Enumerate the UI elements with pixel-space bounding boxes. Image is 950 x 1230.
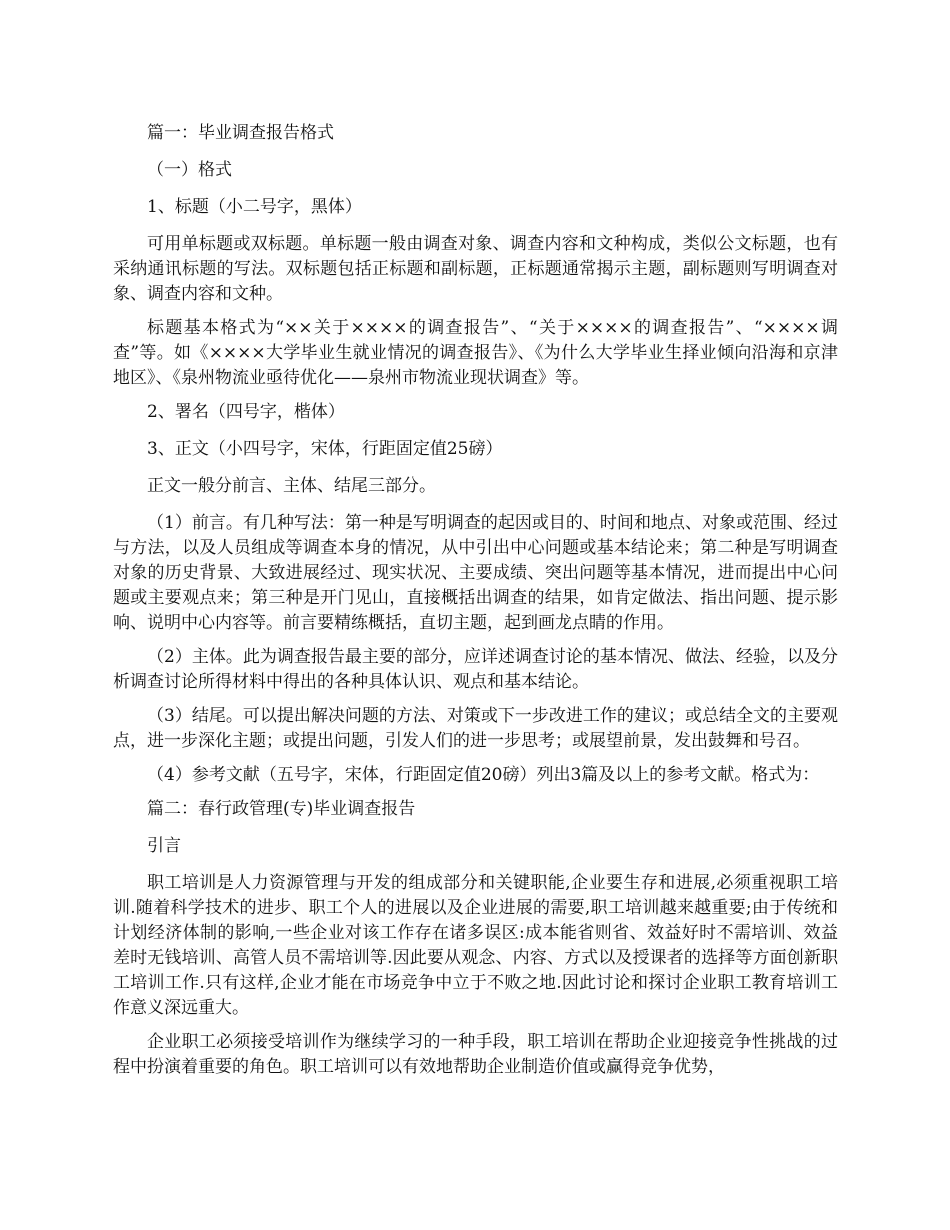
paragraph-preface: （1）前言。有几种写法：第一种是写明调查的起因或目的、时间和地点、对象或范围、经过与方法，以及人员组成等调查本身的情况，从中引出中心问题或基本结论来；第二种是写明调查对象的历史背景、大致进展经过、现实状况、主要成绩、突出问题等基本情况，进而提出中心问题或主要观点来；第三种是开门见山，直接概括出调查的结果，如肯定做法、指出问题、提示影响、说明中心内容等。前言要精练概括，直切主题，起到画龙点睛的作用。 (113, 513, 838, 633)
document-body (113, 121, 838, 1089)
paragraph-body-parts: 正文一般分前言、主体、结尾三部分。 (147, 476, 436, 496)
item-title: 1、标题（小二号字，黑体） (147, 197, 362, 217)
paragraph-ending: （3）结尾。可以提出解决问题的方法、对策或下一步改进工作的建议；或总结全文的主要观点，进一步深化主题；或提出问题，引发人们的进一步思考；或展望前景，发出鼓舞和号召。 (113, 706, 838, 751)
paragraph-training-2: 企业职工必须接受培训作为继续学习的一种手段，职工培训在帮助企业迎接竞争性挑战的过程中扮演着重要的角色。职工培训可以有效地帮助企业制造价值或赢得竞争优势， (113, 1032, 838, 1077)
paragraph-main: （2）主体。此为调查报告最主要的部分，应详述调查讨论的基本情况、做法、经验，以及分析调查讨论所得材料中得出的各种具体认识、观点和基本结论。 (113, 647, 838, 692)
item-signature: 2、署名（四号字，楷体） (147, 402, 345, 422)
paragraph-training-1: 职工培训是人力资源管理与开发的组成部分和关键职能,企业要生存和进展,必须重视职工培训.随着科学技术的进步、职工个人的进展以及企业进展的需要,职工培训越来越重要;由于传统和计划经济体制的影响,一些企业对该工作存在诸多误区:成本能省则省、效益好时不需培训、效益差时无钱培训、高管人员不需培训等.因此要从观念、内容、方式以及授课者的选择等方面创新职工培训工作.只有这样,企业才能在市场竞争中立于不败之地.因此讨论和探讨企业职工教育培训工作意义深远重大。 (113, 873, 838, 1018)
paragraph-title-desc: 可用单标题或双标题。单标题一般由调查对象、调查内容和文种构成，类似公文标题，也有采纳通讯标题的写法。双标题包括正标题和副标题，正标题通常揭示主题，副标题则写明调查对象、调查内容和文种。 (113, 234, 838, 304)
subheading-format: （一）格式 (147, 160, 232, 180)
subheading-intro: 引言 (147, 836, 181, 856)
item-body-text: 3、正文（小四号字，宋体，行距固定值25磅） (147, 439, 503, 459)
section-heading-2: 篇二：春行政管理(专)毕业调查报告 (147, 799, 416, 819)
paragraph-title-format: 标题基本格式为“××关于××××的调查报告”、“关于××××的调查报告”、“××××调查”等。如《××××大学毕业生就业情况的调查报告》、《为什么大学毕业生择业倾向沿海和京津地区》、《泉州物流业亟待优化——泉州市物流业现状调查》等。 (113, 318, 838, 388)
section-heading-1: 篇一：毕业调查报告格式 (147, 123, 334, 143)
paragraph-references: （4）参考文献（五号字，宋体，行距固定值20磅）列出3篇及以上的参考文献。格式为： (147, 765, 820, 785)
